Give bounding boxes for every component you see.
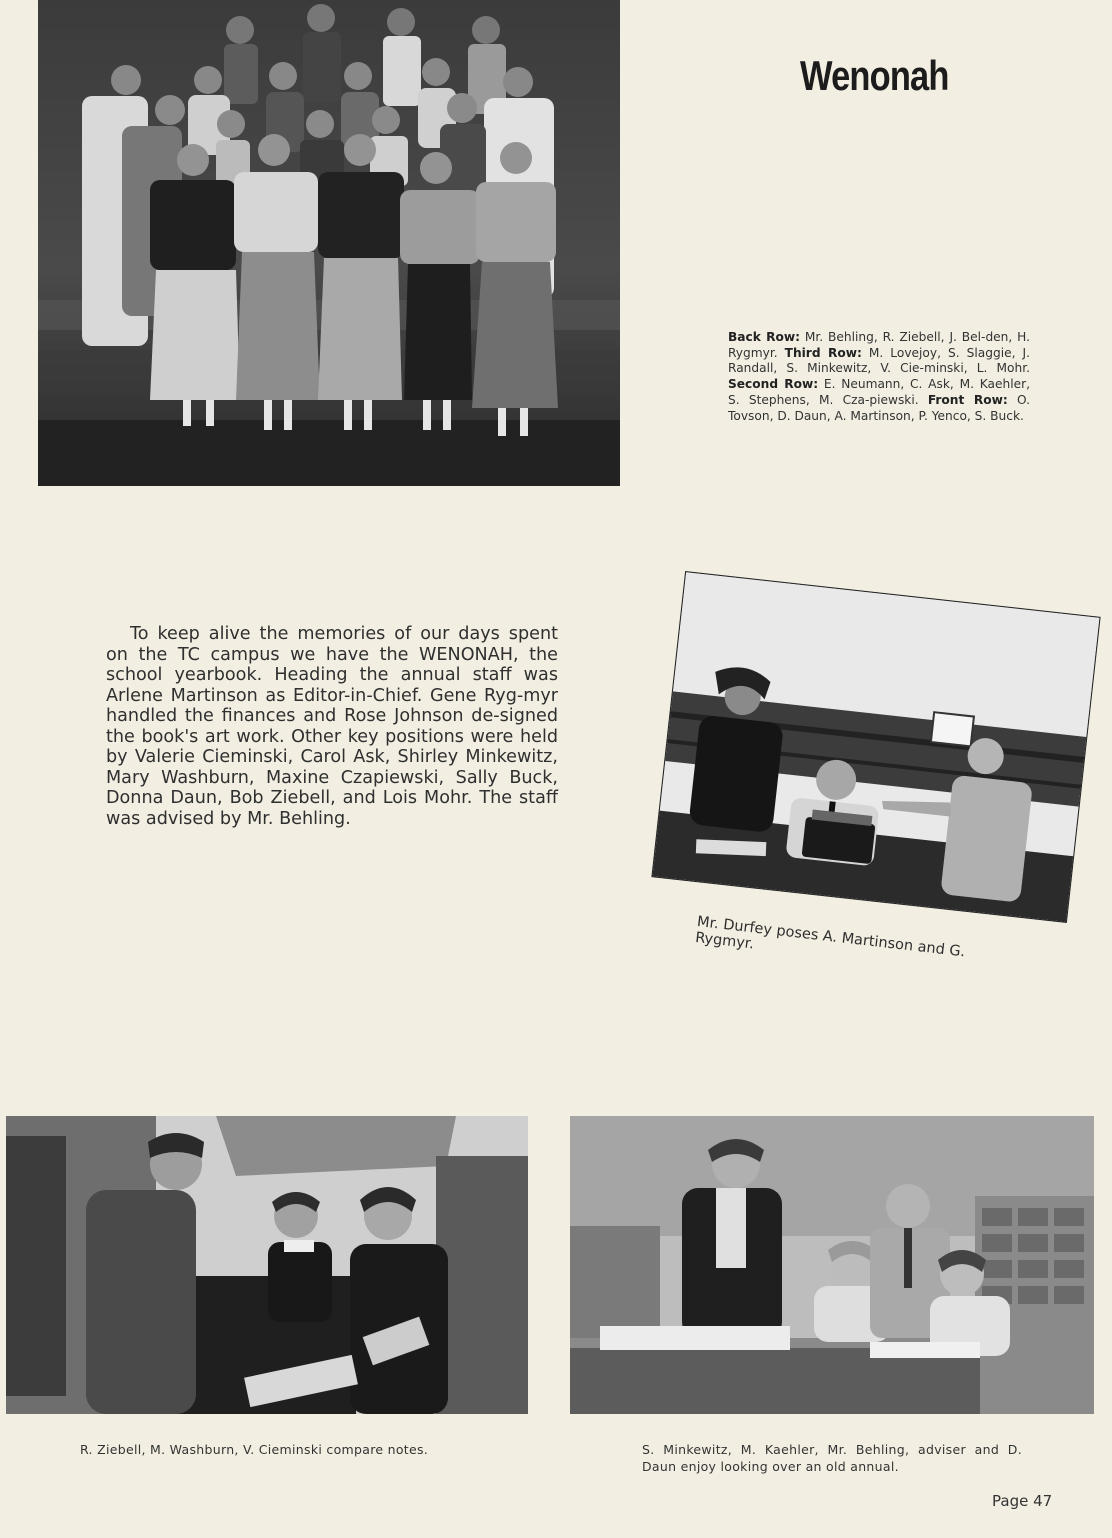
third-row-label: Third Row: xyxy=(784,345,862,360)
bottom-right-photo-image xyxy=(570,1116,1094,1414)
second-row-names: E. Neumann, C. Ask, M. Kaehler, S. Stephens, M. Cza-piewski. xyxy=(728,377,1030,407)
front-row-names: O. Tovson, D. Daun, A. Martinson, P. Yenco, S. Buck. xyxy=(728,392,1030,423)
third-row-names: M. Lovejoy, S. Slaggie, J. Randall, S. Minkewitz, V. Cie-minski, L. Mohr. xyxy=(728,345,1030,376)
body-paragraph: To keep alive the memories of our days spent on the TC campus we have the WENONAH, the school yearbook. Heading the annual staff was Arlene Martinson as Editor-in-Chief. Gene Ryg-myr handled the finances and Rose Johnson de-signed the book's art work. Other key positions were held by Valerie Cieminski, Carol Ask, Shirley Minkewitz, Mary Washburn, Maxine Czapiewski, Sally Buck, Donna Daun, Bob Ziebell, and Lois Mohr. The staff was advised by Mr. Behling. xyxy=(106,624,558,829)
bottom-left-caption: R. Ziebell, M. Washburn, V. Cieminski compare notes. xyxy=(80,1442,429,1457)
body-text xyxy=(106,624,558,829)
office-photo-image xyxy=(652,572,1099,922)
bottom-left-photo-image xyxy=(6,1116,528,1414)
office-photo xyxy=(652,572,1099,922)
back-row-label: Back Row: xyxy=(728,330,800,344)
group-photo-image xyxy=(38,0,620,486)
second-row-label: Second Row: xyxy=(728,377,819,392)
bottom-right-photo xyxy=(570,1116,1094,1414)
page-title: Wenonah xyxy=(800,52,949,99)
front-row-label: Front Row: xyxy=(927,392,1008,407)
page-number: Page 47 xyxy=(992,1492,1053,1510)
back-row-names: Mr. Behling, R. Ziebell, J. Bel-den, H. Rygmyr. xyxy=(728,330,1030,360)
group-photo-caption xyxy=(728,330,1030,424)
group-photo xyxy=(38,0,620,486)
bottom-left-photo xyxy=(6,1116,528,1414)
office-photo-caption: Mr. Durfey poses A. Martinson and G. Rygmyr. xyxy=(694,914,966,961)
bottom-right-caption: S. Minkewitz, M. Kaehler, Mr. Behling, adviser and D. Daun enjoy looking over an old annual. xyxy=(642,1442,1022,1474)
